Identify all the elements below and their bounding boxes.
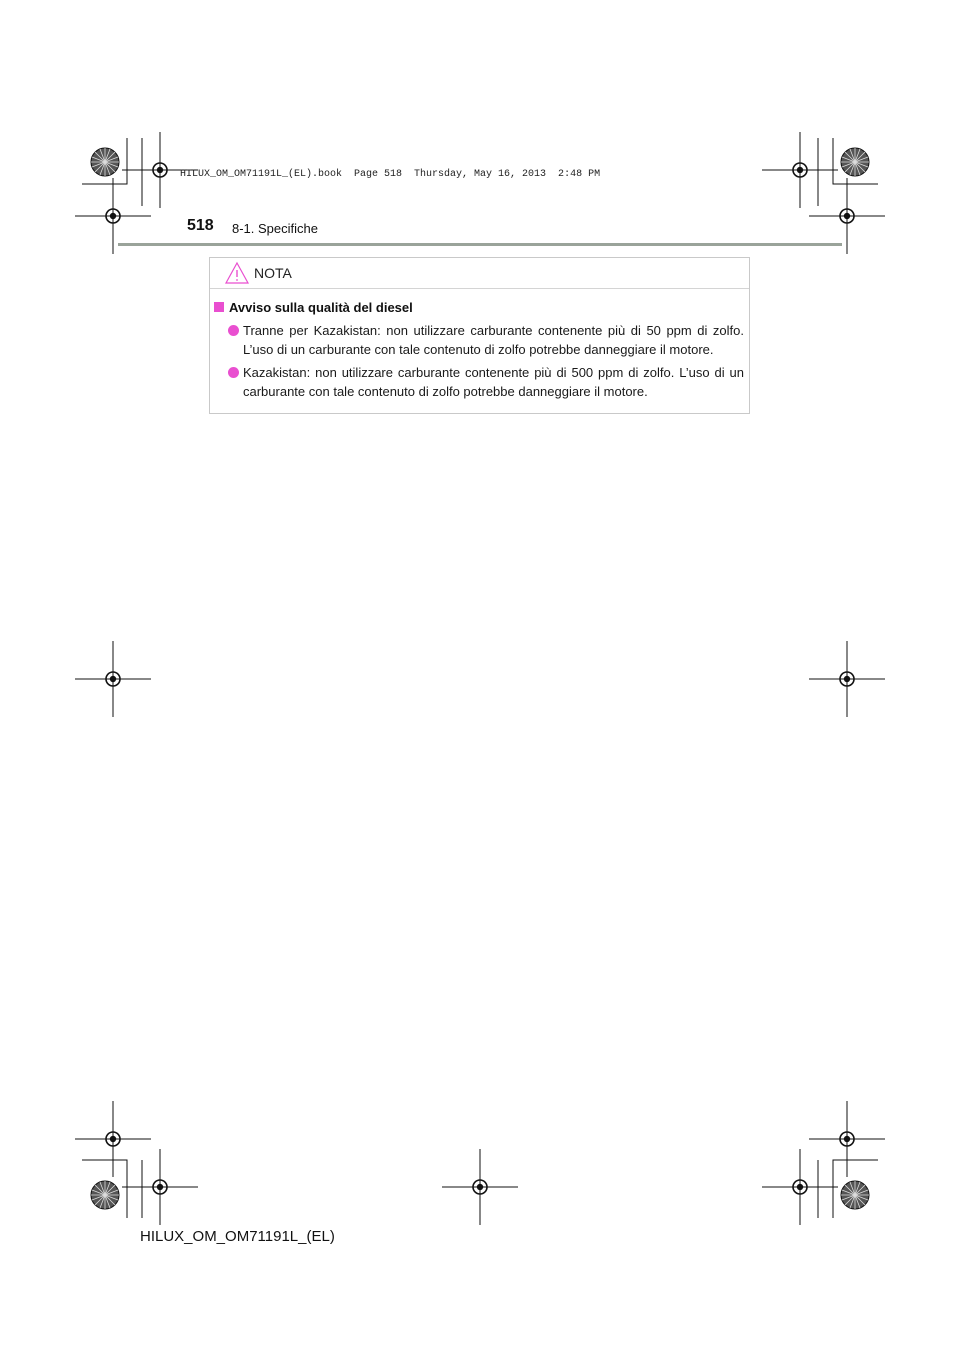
warning-triangle-icon (224, 261, 250, 285)
circle-bullet-icon (228, 367, 239, 378)
page-number: 518 (187, 217, 214, 234)
list-item-text: Tranne per Kazakistan: non utilizzare carburante contenente più di 50 ppm di zolfo. L’uso di un carburante con tale contenuto di zolfo potrebbe danneggiare il motore. (243, 323, 744, 357)
circle-bullet-icon (228, 325, 239, 336)
section-title: 8-1. Specifiche (232, 221, 318, 236)
notice-header (210, 258, 749, 289)
book-info-line: HILUX_OM_OM71191L_(EL).book Page 518 Thursday, May 16, 2013 2:48 PM (180, 169, 601, 180)
item-heading-text: Avviso sulla qualità del diesel (229, 300, 413, 315)
header-rule (118, 243, 842, 246)
list-item-text: Kazakistan: non utilizzare carburante contenente più di 500 ppm di zolfo. L’uso di un carburante con tale contenuto di zolfo potrebbe danneggiare il motore. (243, 365, 744, 399)
notice-title: NOTA (254, 265, 292, 281)
square-bullet-icon (214, 302, 224, 312)
notice-box (209, 257, 750, 414)
item-heading (214, 300, 413, 315)
list-item (228, 363, 744, 401)
footer-document-code: HILUX_OM_OM71191L_(EL) (140, 1228, 335, 1245)
list-item (228, 321, 744, 359)
